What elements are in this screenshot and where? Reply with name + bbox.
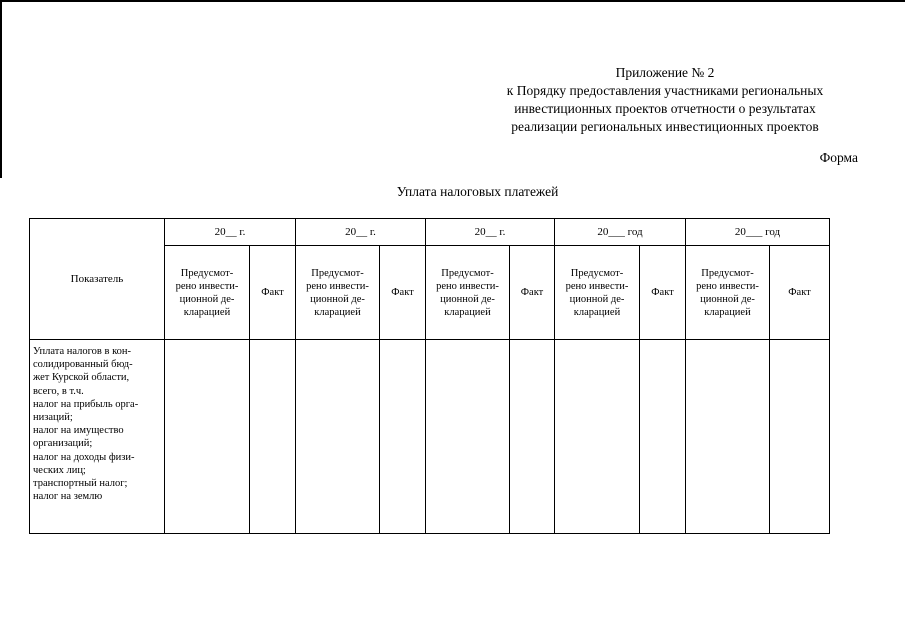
data-cell-planned	[426, 340, 510, 534]
planned-header-line: рено инвести-	[565, 280, 629, 292]
planned-header-line: Предусмот-	[570, 267, 624, 279]
planned-header-line: ционной де-	[700, 293, 755, 305]
indicator-cell	[30, 340, 165, 534]
appendix-line: реализации региональных инвестиционных проектов	[511, 119, 819, 134]
planned-header	[296, 246, 380, 340]
planned-header-line: кларацией	[314, 306, 361, 318]
indicator-line: налог на прибыль орга-	[33, 398, 139, 410]
planned-header	[165, 246, 250, 340]
planned-header-line: Предусмот-	[311, 267, 364, 279]
planned-header-line: рено инвести-	[436, 280, 499, 292]
indicator-line: всего, в т.ч.	[33, 385, 84, 397]
fact-header: Факт	[510, 246, 555, 340]
indicator-line: организаций;	[33, 438, 93, 450]
indicator-line: солидированный бюд-	[33, 359, 133, 371]
planned-header-line: Предусмот-	[180, 267, 234, 279]
year-header: 20___ год	[555, 219, 686, 246]
indicator-line: низаций;	[33, 412, 73, 424]
document-title: Уплата налоговых платежей	[396, 184, 559, 199]
planned-header-line: ционной де-	[569, 293, 625, 305]
fact-header: Факт	[380, 246, 426, 340]
scan-edge-left	[0, 0, 2, 178]
data-cell-planned	[296, 340, 380, 534]
planned-header-line: кларацией	[573, 306, 621, 318]
planned-header-line: рено инвести-	[696, 280, 759, 292]
data-cell-fact	[250, 340, 296, 534]
planned-header-line: Предусмот-	[701, 267, 754, 279]
planned-header-line: ционной де-	[179, 293, 235, 305]
planned-header	[686, 246, 770, 340]
data-cell-planned	[165, 340, 250, 534]
indicator-line: транспортный налог;	[33, 478, 128, 490]
year-header: 20___ год	[686, 219, 830, 246]
data-cell-fact	[510, 340, 555, 534]
indicator-line: жет Курской области,	[33, 372, 130, 384]
data-cell-planned	[555, 340, 640, 534]
indicator-line: налог на имущество	[33, 425, 124, 437]
planned-header	[426, 246, 510, 340]
form-label: Форма	[819, 150, 858, 165]
planned-header-line: Предусмот-	[441, 267, 494, 279]
appendix-line: Приложение № 2	[615, 65, 715, 80]
year-header: 20__ г.	[296, 219, 426, 246]
data-cell-planned	[686, 340, 770, 534]
indicator-line: налог на землю	[33, 491, 103, 503]
fact-header: Факт	[770, 246, 830, 340]
planned-header	[555, 246, 640, 340]
appendix-line: к Порядку предоставления участниками региональных	[506, 83, 824, 98]
indicator-line: ческих лиц;	[33, 464, 86, 476]
planned-header-line: кларацией	[704, 306, 751, 318]
indicator-header: Показатель	[30, 219, 165, 340]
data-cell-fact	[380, 340, 426, 534]
planned-header-line: ционной де-	[310, 293, 365, 305]
data-cell-fact	[640, 340, 686, 534]
scan-edge-top	[0, 0, 905, 2]
appendix-line: инвестиционных проектов отчетности о результатах	[514, 101, 816, 116]
planned-header-line: ционной де-	[440, 293, 495, 305]
tax-payments-table	[29, 218, 830, 534]
indicator-line: налог на доходы физи-	[33, 451, 135, 463]
planned-header-line: кларацией	[183, 306, 231, 318]
planned-header-line: рено инвести-	[306, 280, 369, 292]
year-header: 20__ г.	[165, 219, 296, 246]
fact-header: Факт	[640, 246, 686, 340]
appendix-heading	[480, 64, 850, 136]
year-header: 20__ г.	[426, 219, 555, 246]
planned-header-line: кларацией	[444, 306, 491, 318]
planned-header-line: рено инвести-	[175, 280, 239, 292]
data-cell-fact	[770, 340, 830, 534]
indicator-line: Уплата налогов в кон-	[33, 346, 132, 357]
fact-header: Факт	[250, 246, 296, 340]
